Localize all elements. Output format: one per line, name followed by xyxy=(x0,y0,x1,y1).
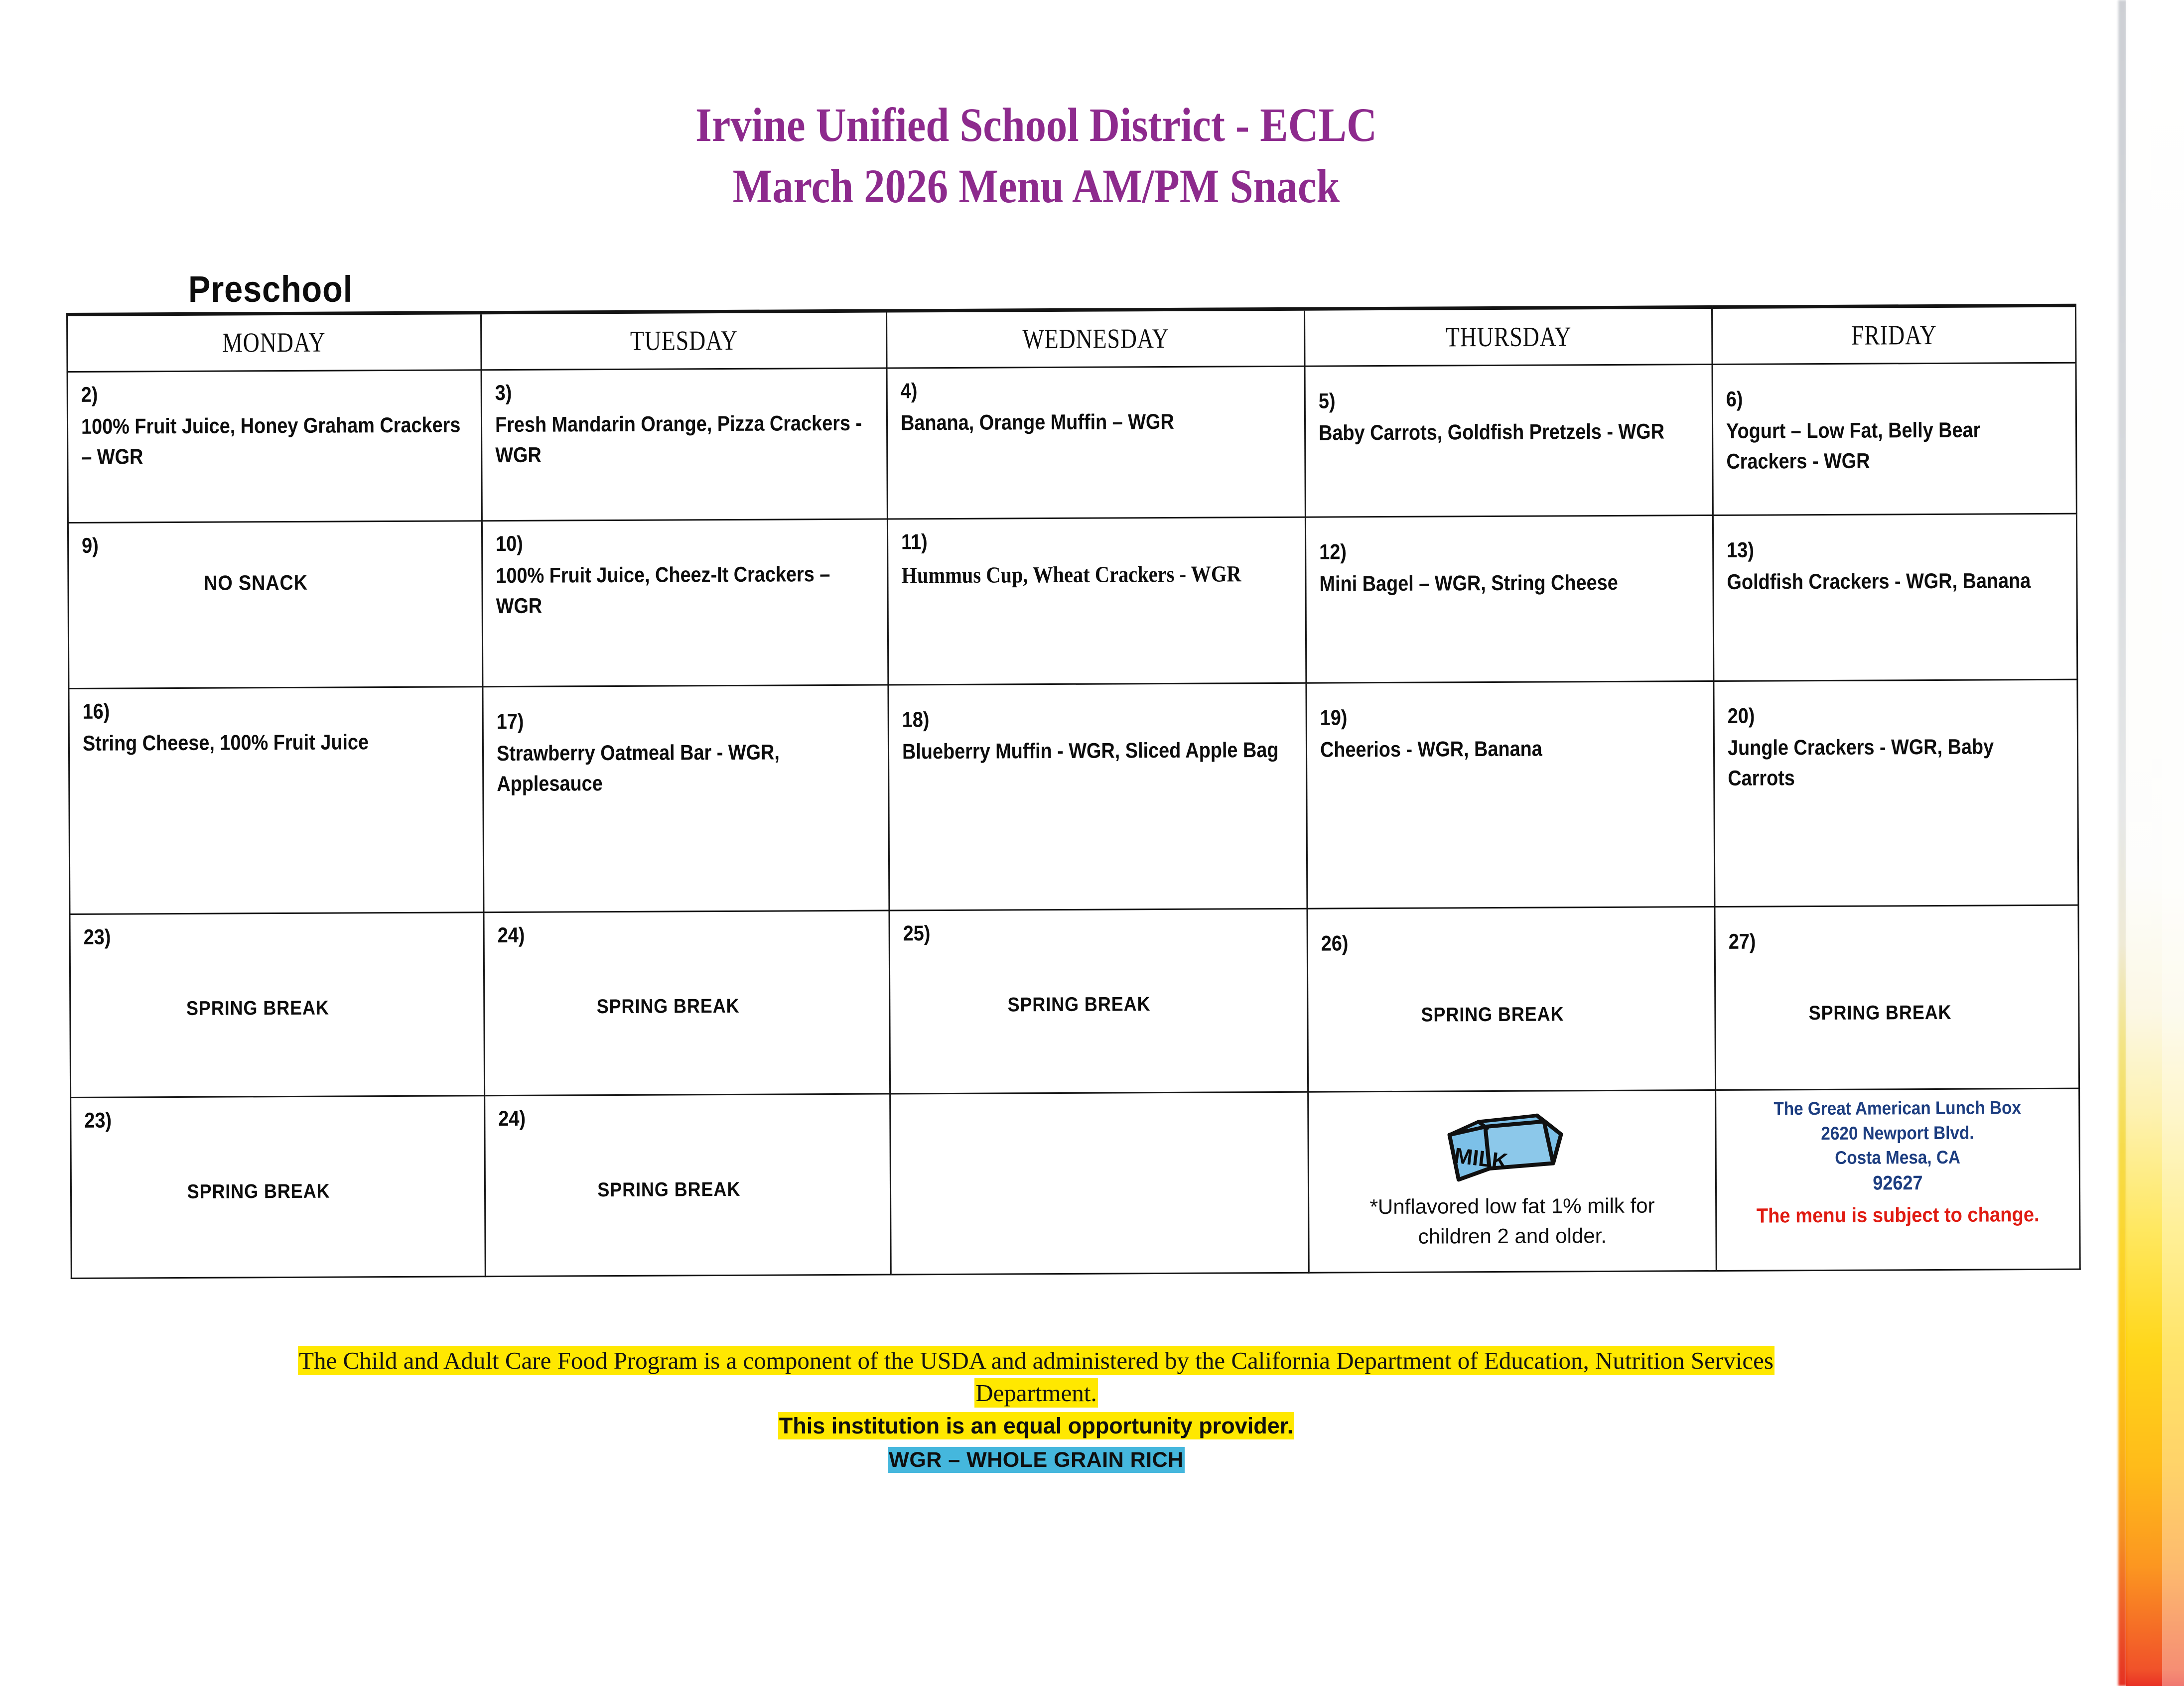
menu-day-cell xyxy=(70,912,484,1098)
scanner-edge-artifact xyxy=(2118,0,2127,1686)
menu-items: Jungle Crackers - WGR, Baby Carrots xyxy=(1728,735,1994,791)
calendar-week-row xyxy=(70,905,2079,1097)
calendar-week-row xyxy=(67,363,2076,522)
usda-notice-line-1: The Child and Adult Care Food Program is a component of the USDA and administered by the California Department of Education, Nutrition Services xyxy=(299,1347,1774,1374)
milk-note-text: *Unflavored low fat 1% milk for children 2 and older. xyxy=(1369,1193,1655,1248)
day-header-label: WEDNESDAY xyxy=(1022,323,1169,355)
vendor-zip: 92627 xyxy=(1873,1171,1923,1194)
day-number: 24) xyxy=(497,923,525,948)
menu-day-cell xyxy=(71,1096,485,1279)
footer-notices xyxy=(0,1345,2072,1477)
menu-day-cell xyxy=(67,370,482,523)
usda-program-notice xyxy=(0,1345,2072,1409)
vendor-name: The Great American Lunch Box xyxy=(1774,1097,2022,1119)
day-number: 16) xyxy=(82,699,110,724)
menu-items: Fresh Mandarin Orange, Pizza Crackers - WGR xyxy=(495,411,862,468)
day-number: 3) xyxy=(495,381,512,405)
equal-opportunity-notice xyxy=(0,1409,2072,1443)
menu-items: SPRING BREAK xyxy=(187,1180,330,1203)
day-number: 2) xyxy=(81,383,98,407)
day-header-label: TUESDAY xyxy=(630,325,738,357)
menu-items: Baby Carrots, Goldfish Pretzels - WGR xyxy=(1318,419,1664,445)
menu-day-cell xyxy=(1715,905,2079,1090)
page-title xyxy=(0,95,2072,217)
menu-items: SPRING BREAK xyxy=(1421,1003,1564,1026)
menu-items: 100% Fruit Juice, Cheez-It Crackers – WGR xyxy=(495,562,830,619)
equal-opportunity-text: This institution is an equal opportunity provider. xyxy=(779,1413,1294,1439)
menu-day-cell xyxy=(68,521,482,689)
menu-day-cell xyxy=(482,685,889,912)
menu-items: Hummus Cup, Wheat Crackers - WGR xyxy=(901,561,1241,588)
vendor-city-state: Costa Mesa, CA xyxy=(1835,1147,1961,1168)
wgr-legend xyxy=(0,1443,2072,1477)
menu-day-cell xyxy=(1306,681,1715,909)
day-number: 11) xyxy=(901,530,928,554)
day-number: 19) xyxy=(1320,706,1348,730)
day-header-label: FRIDAY xyxy=(1851,319,1937,351)
menu-day-cell xyxy=(1307,907,1716,1092)
menu-items: SPRING BREAK xyxy=(596,995,740,1018)
menu-items: Cheerios - WGR, Banana xyxy=(1320,737,1542,762)
menu-day-cell xyxy=(481,368,888,521)
menu-day-cell xyxy=(888,683,1307,910)
day-number: 26) xyxy=(1321,931,1349,956)
menu-day-cell xyxy=(1712,363,2076,515)
menu-items: Banana, Orange Muffin – WGR xyxy=(900,410,1174,435)
day-number: 20) xyxy=(1727,704,1755,728)
menu-items: Goldfish Crackers - WGR, Banana xyxy=(1727,569,2031,595)
menu-items: SPRING BREAK xyxy=(1808,1002,1952,1025)
day-number: 10) xyxy=(495,531,523,556)
day-number: 6) xyxy=(1726,387,1743,411)
column-header-thursday xyxy=(1304,307,1712,367)
menu-items: String Cheese, 100% Fruit Juice xyxy=(82,730,369,756)
column-header-wednesday xyxy=(887,309,1305,368)
menu-items: SPRING BREAK xyxy=(597,1178,740,1201)
menu-day-cell xyxy=(484,1094,891,1277)
calendar-week-row xyxy=(71,1088,2080,1278)
day-number: 13) xyxy=(1727,538,1755,562)
menu-items: Blueberry Muffin - WGR, Sliced Apple Bag xyxy=(902,738,1279,764)
day-number: 17) xyxy=(496,709,524,734)
menu-day-cell xyxy=(1305,516,1714,683)
menu-day-cell xyxy=(1714,679,2078,907)
menu-calendar xyxy=(66,304,2081,1341)
menu-day-cell xyxy=(887,366,1305,519)
menu-change-disclaimer: The menu is subject to change. xyxy=(1756,1203,2040,1227)
menu-day-cell-empty xyxy=(890,1092,1309,1275)
menu-items: SPRING BREAK xyxy=(1007,993,1151,1016)
menu-day-cell xyxy=(889,908,1308,1094)
day-number: 12) xyxy=(1319,540,1347,564)
calendar-week-row xyxy=(69,679,2078,914)
title-line-1: Irvine Unified School District - ECLC xyxy=(695,98,1377,151)
section-label-preschool: Preschool xyxy=(188,268,353,310)
calendar-week-row xyxy=(68,514,2077,688)
wgr-legend-text: WGR – WHOLE GRAIN RICH xyxy=(889,1447,1184,1472)
menu-day-cell xyxy=(484,910,890,1096)
menu-items: 100% Fruit Juice, Honey Graham Crackers – WGR xyxy=(81,413,461,470)
vendor-info-cell xyxy=(1716,1088,2080,1271)
scanner-white-margin xyxy=(2162,0,2184,1686)
day-header-label: MONDAY xyxy=(222,327,326,359)
day-number: 24) xyxy=(498,1106,526,1131)
day-number: 9) xyxy=(82,533,99,558)
milk-note-cell xyxy=(1308,1090,1716,1273)
menu-day-cell xyxy=(1305,365,1713,518)
menu-items: Yogurt – Low Fat, Belly Bear Crackers - WGR xyxy=(1726,418,1981,474)
title-line-2: March 2026 Menu AM/PM Snack xyxy=(732,159,1340,213)
column-header-friday xyxy=(1712,305,2076,364)
day-number: 23) xyxy=(84,1108,112,1133)
column-header-monday xyxy=(67,313,481,372)
menu-items: NO SNACK xyxy=(203,571,308,595)
day-header-label: THURSDAY xyxy=(1445,321,1571,353)
column-header-tuesday xyxy=(481,311,887,370)
menu-items: Strawberry Oatmeal Bar - WGR, Applesauce xyxy=(496,740,780,796)
milk-carton-icon xyxy=(1440,1104,1585,1188)
day-number: 4) xyxy=(900,379,918,403)
menu-day-cell xyxy=(1713,514,2077,681)
milk-carton-label: MILK xyxy=(1453,1143,1509,1174)
day-number: 27) xyxy=(1728,929,1756,954)
menu-items: SPRING BREAK xyxy=(186,997,329,1020)
calendar-header-row xyxy=(67,305,2076,372)
day-number: 23) xyxy=(83,925,111,949)
menu-items: Mini Bagel – WGR, String Cheese xyxy=(1319,571,1618,596)
vendor-street: 2620 Newport Blvd. xyxy=(1821,1122,1974,1144)
menu-day-cell xyxy=(482,519,888,687)
day-number: 18) xyxy=(902,708,930,732)
usda-notice-line-2: Department. xyxy=(975,1379,1097,1407)
menu-day-cell xyxy=(69,687,484,914)
day-number: 5) xyxy=(1318,389,1336,413)
menu-day-cell xyxy=(887,517,1306,685)
day-number: 25) xyxy=(903,921,931,946)
